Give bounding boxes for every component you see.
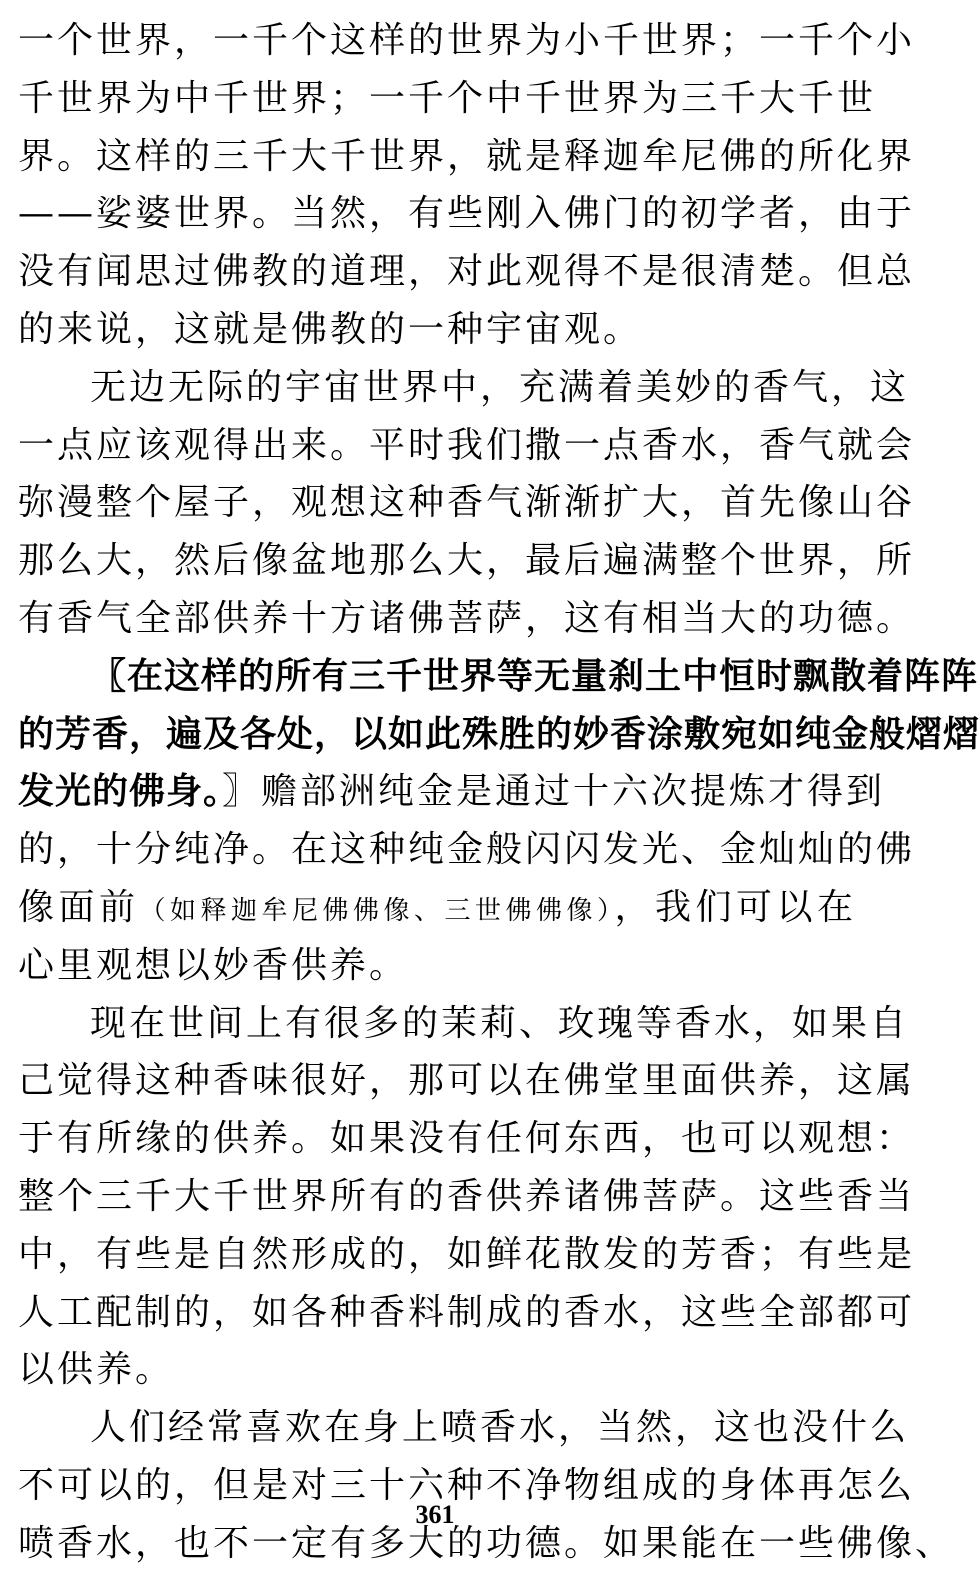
text-line: 心里观想以妙香供养。 [18, 944, 409, 986]
text-line: 喷香水，也不一定有多大的功德。如果能在一些佛像、 [18, 1522, 955, 1564]
text-line: 没有闻思过佛教的道理，对此观得不是很清楚。但总 [18, 251, 916, 293]
quoted-verse-end: 发光的佛身。 [18, 770, 223, 813]
text-segment: 像面前 [18, 886, 140, 928]
text-line: 整个三千大千世界所有的香供养诸佛菩萨。这些香当 [18, 1175, 916, 1217]
text-line: 人工配制的，如各种香料制成的香水，这些全部都可 [18, 1291, 916, 1333]
text-line: 不可以的，但是对三十六种不净物组成的身体再怎么 [18, 1464, 916, 1506]
mixed-line [18, 879, 856, 937]
text-line: 一个世界，一千个这样的世界为小千世界；一千个小 [18, 20, 916, 61]
quoted-verse-line: 的芳香，遍及各处，以如此殊胜的妙香涂敷宛如纯金般熠熠 [18, 712, 980, 755]
text-line: 千世界为中千世界；一千个中千世界为三千大千世 [18, 77, 877, 119]
text-line: 以供养。 [18, 1349, 175, 1391]
mixed-line [18, 763, 886, 821]
text-line: 现在世间上有很多的茉莉、玫瑰等香水，如果自 [90, 1002, 910, 1044]
text-line: ——娑婆世界。当然，有些刚入佛门的初学者，由于 [18, 193, 916, 235]
text-line: 界。这样的三千大千世界，就是释迦牟尼佛的所化界 [18, 135, 916, 177]
text-line: 人们经常喜欢在身上喷香水，当然，这也没什么 [90, 1407, 910, 1449]
page-body [18, 12, 980, 1573]
text-line: 一点应该观得出来。平时我们撒一点香水，香气就会 [18, 424, 916, 466]
text-line: 无边无际的宇宙世界中，充满着美妙的香气，这 [90, 366, 910, 408]
text-line: 己觉得这种香味很好，那可以在佛堂里面供养，这属 [18, 1060, 916, 1102]
quoted-verse-line: 〖在这样的所有三千世界等无量刹土中恒时飘散着阵阵 [90, 654, 979, 697]
text-segment: ，我们可以在 [614, 886, 856, 928]
parenthetical-note: （如释迦牟尼佛佛像、三世佛佛像） [139, 895, 615, 926]
text-line: 那么大，然后像盆地那么大，最后遍满整个世界，所 [18, 540, 916, 582]
text-line: 于有所缘的供养。如果没有任何东西，也可以观想： [18, 1118, 916, 1160]
commentary-text: 〗赡部洲纯金是通过十六次提炼才得到 [222, 771, 886, 813]
text-line: 的，十分纯净。在这种纯金般闪闪发光、金灿灿的佛 [18, 829, 916, 871]
text-line: 弥漫整个屋子，观想这种香气渐渐扩大，首先像山谷 [18, 482, 916, 524]
text-line: 的来说，这就是佛教的一种宇宙观。 [18, 308, 643, 350]
text-line: 中，有些是自然形成的，如鲜花散发的芳香；有些是 [18, 1233, 916, 1275]
text-line: 有香气全部供养十方诸佛菩萨，这有相当大的功德。 [18, 597, 916, 639]
page-number: 361 [415, 1500, 455, 1529]
